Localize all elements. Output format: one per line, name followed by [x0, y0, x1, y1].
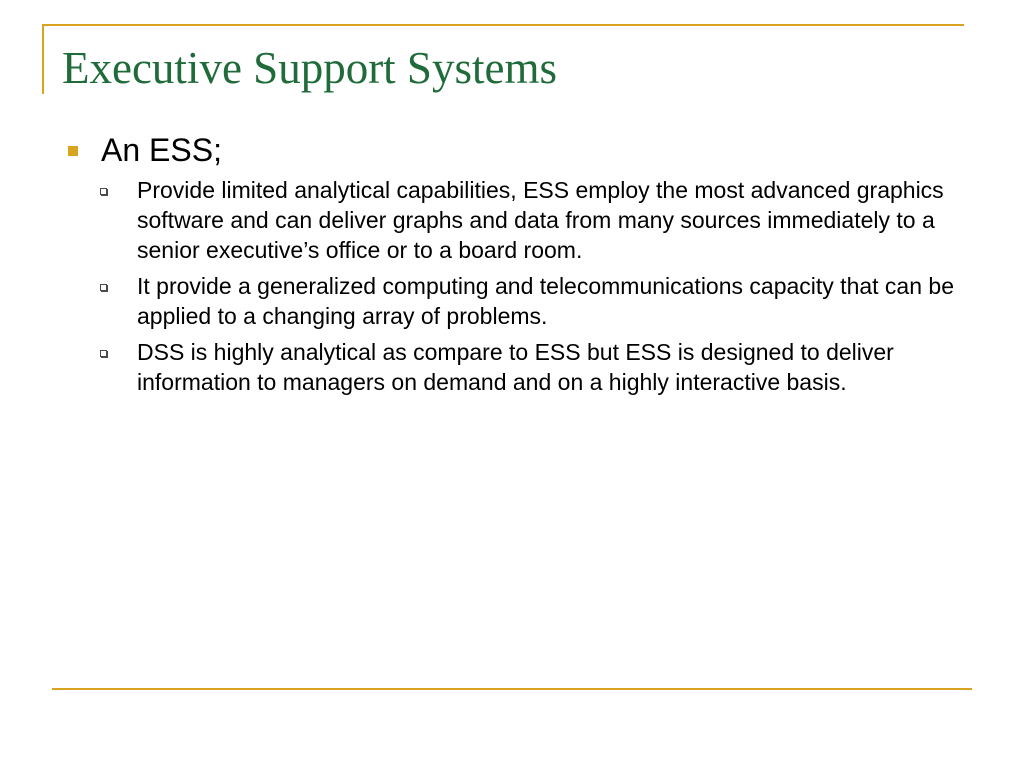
- sub-bullet-text: Provide limited analytical capabilities, ESS employ the most advanced graphics software and can deliver graphs and data from many sources immediately to a senior executive’s office or to a board room.: [137, 177, 944, 263]
- sub-bullet-item: [100, 337, 958, 397]
- hollow-square-bullet-icon: [100, 284, 107, 291]
- sub-bullet-item: [100, 175, 958, 265]
- hollow-square-bullet-icon: [100, 350, 107, 357]
- top-border-line: [42, 24, 964, 26]
- left-border-line: [42, 24, 44, 94]
- hollow-square-bullet-icon: [100, 188, 107, 195]
- bullet-item: [68, 130, 958, 170]
- bottom-border-line: [52, 688, 972, 690]
- sub-bullet-text: DSS is highly analytical as compare to ESS but ESS is designed to deliver information to managers on demand and on a highly interactive basis.: [137, 339, 894, 395]
- bullet-list: [68, 130, 958, 403]
- square-bullet-icon: [68, 146, 78, 156]
- sub-bullet-text: It provide a generalized computing and telecommunications capacity that can be applied to a changing array of problems.: [137, 273, 954, 329]
- sub-bullet-list: [68, 175, 958, 397]
- bullet-text: An ESS;: [101, 132, 222, 168]
- slide-title: Executive Support Systems: [62, 43, 557, 93]
- sub-bullet-item: [100, 271, 958, 331]
